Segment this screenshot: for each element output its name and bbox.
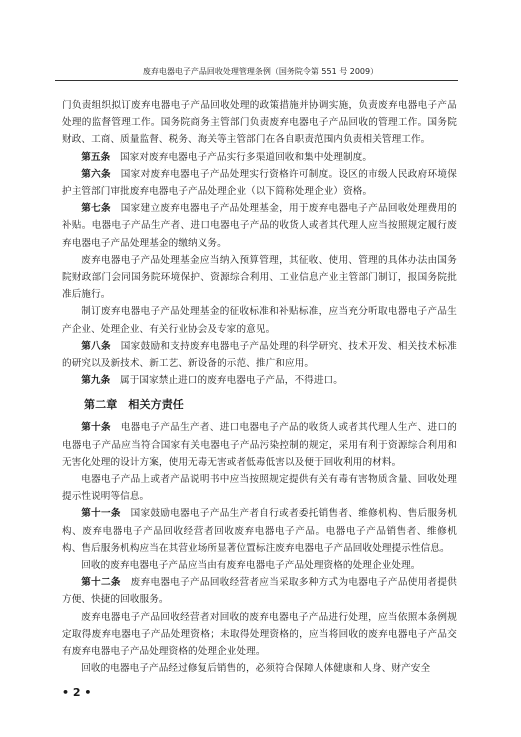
- article-paragraph: [62, 574, 457, 608]
- body-paragraph: 制订废弃电器电子产品处理基金的征收标准和补贴标准，应当充分听取电器电子产品生产企业、处理企业、有关行业协会及专家的意见。: [62, 306, 457, 335]
- article-text: 属于国家禁止进口的废弃电器电子产品，不得进口。: [119, 375, 343, 387]
- article-text: 电器电子产品生产者、进口电器电子产品的收货人或者其代理人生产、进口的电器电子产品应当符合国家有关电器电子产品污染控制的规定，采用有利于资源综合利用和无害化处理的设计方案，使用无毒无害或者低毒低害以及便于回收利用的材料。: [62, 422, 457, 468]
- article-number: 第六条: [81, 168, 111, 180]
- running-header: 废弃电器电子产品回收处理管理条例（国务院令第 551 号 2009）: [142, 67, 379, 76]
- article-number: 第十条: [81, 422, 111, 434]
- article-number: 第十一条: [81, 508, 121, 520]
- article-paragraph: [62, 338, 457, 372]
- article-text: 国家鼓励电器电子产品生产者自行或者委托销售者、维修机构、售后服务机构、废弃电器电子产品回收经营者回收废弃电器电子产品。电器电子产品销售者、维修机构、售后服务机构应当在其营业场所显著位置标注废弃电器电子产品回收处理提示性信息。: [62, 508, 457, 554]
- body-text: [62, 97, 457, 678]
- body-paragraph: 废弃电器电子产品回收经营者对回收的废弃电器电子产品进行处理，应当依照本条例规定取得废弃电器电子产品处理资格；未取得处理资格的，应当将回收的废弃电器电子产品交有废弃电器电子产品处理资格的处理企业处理。: [62, 611, 457, 658]
- article-paragraph: [62, 166, 457, 200]
- article-number: 第五条: [81, 151, 111, 163]
- body-paragraph: 回收的废弃电器电子产品应当由有废弃电器电子产品处理资格的处理企业处理。: [81, 560, 421, 572]
- page-number: • 2 •: [62, 686, 92, 699]
- article-paragraph: [62, 372, 457, 389]
- article-paragraph: [62, 149, 457, 166]
- article-text: 国家对废弃电器电子产品处理实行资格许可制度。设区的市级人民政府环境保护主管部门审批废弃电器电子产品处理企业（以下简称处理企业）资格。: [62, 168, 457, 198]
- article-number: 第七条: [81, 203, 111, 215]
- article-paragraph: [62, 419, 457, 471]
- article-text: 国家鼓励和支持废弃电器电子产品处理的科学研究、技术开发、相关技术标准的研究以及新技术、新工艺、新设备的示范、推广和应用。: [62, 340, 457, 370]
- body-paragraph: 废弃电器电子产品处理基金应当纳入预算管理，其征收、使用、管理的具体办法由国务院财政部门会同国务院环境保护、资源综合利用、工业信息产业主管部门制订，报国务院批准后施行。: [62, 254, 457, 301]
- body-paragraph: 电器电子产品上或者产品说明书中应当按照规定提供有关有毒有害物质含量、回收处理提示性说明等信息。: [62, 474, 457, 503]
- article-text: 废弃电器电子产品回收经营者应当采取多种方式为电器电子产品使用者提供方便、快捷的回收服务。: [62, 577, 457, 606]
- article-number: 第九条: [81, 375, 111, 387]
- article-paragraph: [62, 200, 457, 252]
- body-paragraph: 回收的电器电子产品经过修复后销售的，必须符合保障人体健康和人身、财产安全: [81, 663, 431, 675]
- chapter-heading: 第二章 相关方责任: [84, 398, 184, 412]
- body-paragraph: 门负责组织拟订废弃电器电子产品回收处理的政策措施并协调实施，负责废弃电器电子产品处理的监督管理工作。国务院商务主管部门负责废弃电器电子产品回收的管理工作。国务院财政、工商、质量监督、税务、海关等主管部门在各自职责范围内负责相关管理工作。: [62, 100, 457, 146]
- article-number: 第十二条: [81, 577, 121, 589]
- article-text: 国家建立废弃电器电子产品处理基金，用于废弃电器电子产品回收处理费用的补贴。电器电子产品生产者、进口电器电子产品的收货人或者其代理人应当按照规定履行废弃电器电子产品处理基金的缴纳义务。: [62, 203, 457, 249]
- header-divider: [55, 80, 458, 81]
- article-number: 第八条: [81, 340, 111, 352]
- article-text: 国家对废弃电器电子产品实行多渠道回收和集中处理制度。: [119, 151, 373, 163]
- article-paragraph: [62, 505, 457, 557]
